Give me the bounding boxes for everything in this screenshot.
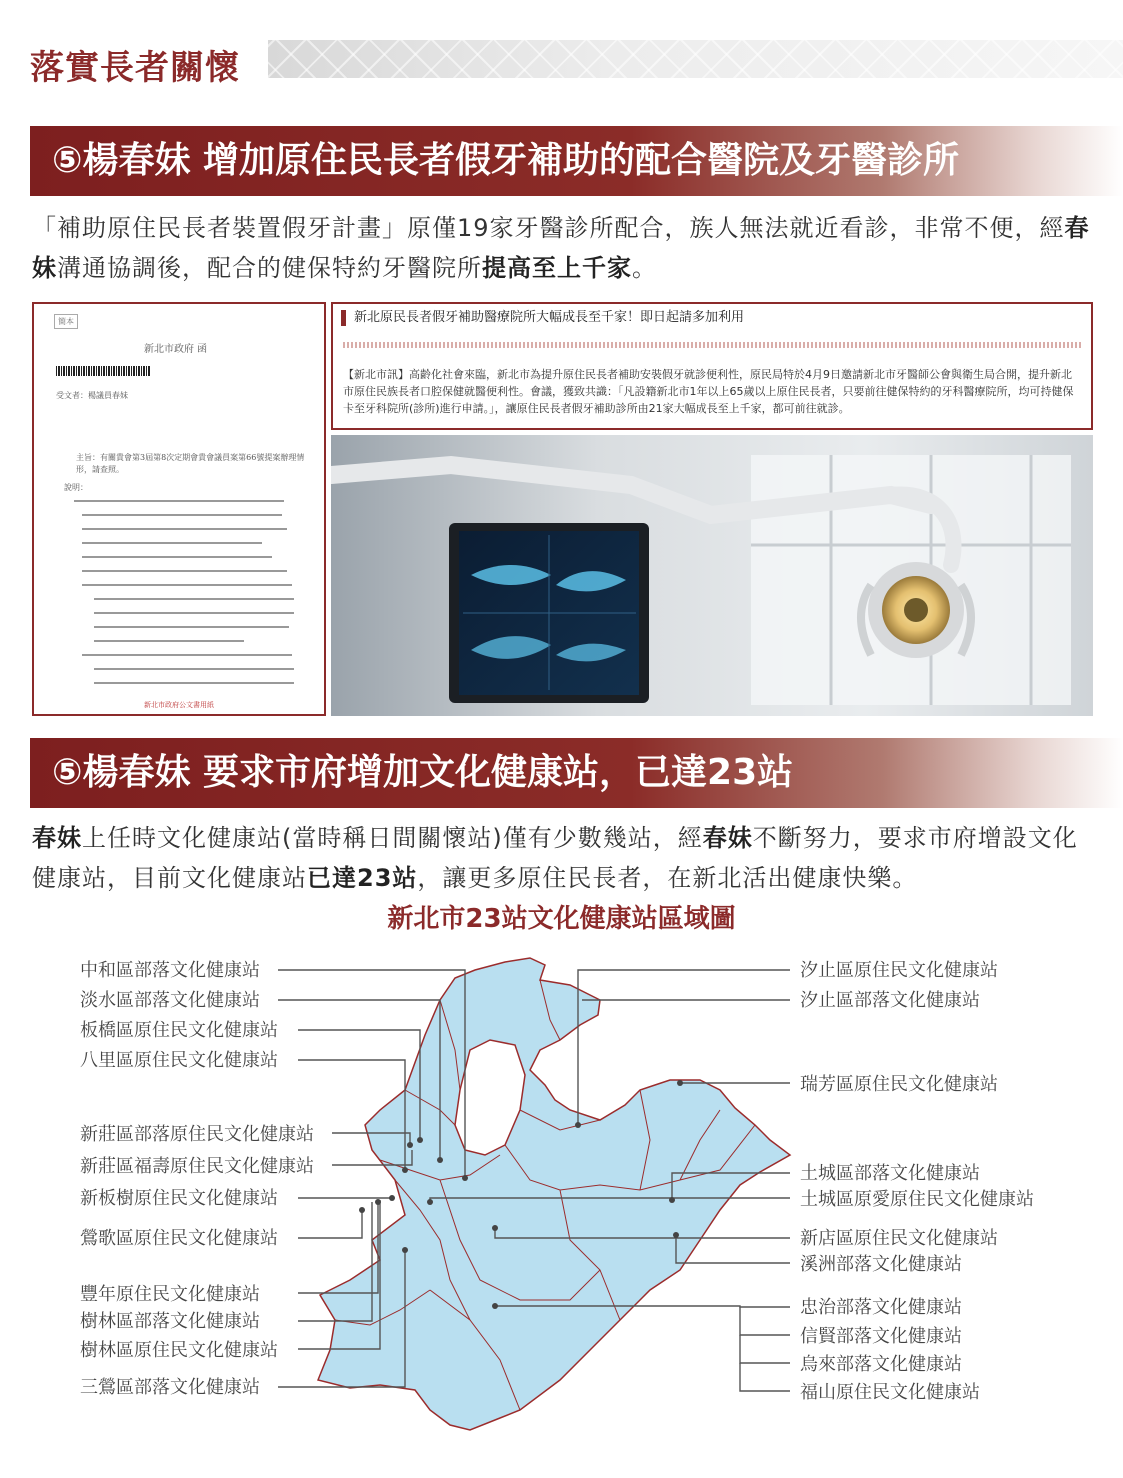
station-label-left: 淡水區部落文化健康站 bbox=[80, 990, 260, 1010]
official-letter-scan: 簡本 新北市政府 函 受文者：楊議員春妹 主旨：有關貴會第3屆第8次定期會貴會議員案第66號提案辦理情形，請查照。 說明： 新北市政府公文書用紙 bbox=[32, 302, 326, 716]
station-label-left: 新莊區福壽原住民文化健康站 bbox=[80, 1156, 314, 1176]
section-paragraph-dentures: 「補助原住民長者裝置假牙計畫」原僅19家牙醫診所配合，族人無法就近看診，非常不便，經春妹溝通協調後，配合的健保特約牙醫院所提高至上千家。 bbox=[32, 214, 1090, 282]
station-labels-left bbox=[80, 960, 314, 1397]
station-label-right: 土城區原愛原住民文化健康站 bbox=[800, 1189, 1034, 1209]
news-clipping bbox=[331, 302, 1093, 430]
station-label-left: 三鶯區部落文化健康站 bbox=[80, 1377, 260, 1397]
page-section-title: 落實長者關懷 bbox=[30, 48, 240, 88]
station-label-right: 烏來部落文化健康站 bbox=[800, 1354, 962, 1374]
letter-sender: 新北市政府 函 bbox=[144, 344, 208, 355]
station-label-left: 樹林區部落文化健康站 bbox=[80, 1311, 260, 1331]
station-label-right: 忠治部落文化健康站 bbox=[800, 1297, 962, 1317]
decorative-divider bbox=[343, 342, 1081, 348]
station-label-right: 汐止區原住民文化健康站 bbox=[800, 960, 998, 980]
station-labels-right bbox=[800, 960, 1034, 1402]
news-headline: 新北原民長者假牙補助醫療院所大幅成長至千家！即日起請多加利用 bbox=[341, 310, 744, 326]
decorative-pattern-band bbox=[268, 40, 1123, 78]
station-label-left: 鶯歌區原住民文化健康站 bbox=[80, 1228, 278, 1248]
station-label-right: 土城區部落文化健康站 bbox=[800, 1163, 980, 1183]
section-banner-health-stations: ⑤楊春妹 要求市府增加文化健康站，已達23站 bbox=[30, 738, 1123, 808]
station-label-right: 瑞芳區原住民文化健康站 bbox=[800, 1074, 998, 1094]
barcode-icon bbox=[56, 366, 151, 376]
station-label-right: 汐止區部落文化健康站 bbox=[800, 990, 980, 1010]
station-label-right: 溪洲部落文化健康站 bbox=[800, 1254, 962, 1274]
dental-clinic-photo bbox=[331, 435, 1093, 716]
station-label-left: 豐年原住民文化健康站 bbox=[80, 1284, 260, 1304]
map-title: 新北市23站文化健康站區域圖 bbox=[387, 904, 736, 934]
letter-receiver: 受文者：楊議員春妹 bbox=[56, 391, 128, 400]
section-banner-dentures: ⑤楊春妹 增加原住民長者假牙補助的配合醫院及牙醫診所 bbox=[30, 126, 1123, 196]
station-label-left: 板橋區原住民文化健康站 bbox=[80, 1020, 278, 1040]
station-label-right: 福山原住民文化健康站 bbox=[800, 1382, 980, 1402]
station-label-right: 新店區原住民文化健康站 bbox=[800, 1228, 998, 1248]
station-label-left: 中和區部落文化健康站 bbox=[80, 960, 260, 980]
news-body: 【新北市訊】高齡化社會來臨，新北市為提升原住民長者補助安裝假牙就診便利性，原民局特於4月9日邀請新北市牙醫師公會與衛生局合開，提升新北市原住民族長者口腔保健就醫便利性。會議，獲致共識：「凡設籍新北市1年以上65歲以上原住民長者，只要前往健保特約的牙科醫療院所，均可持健保卡至牙科院所(診所)進行申請。」，讓原住民長者假牙補助診所由21家大幅成長至上千家，都可前往就診。 bbox=[343, 368, 1074, 415]
letter-stamp: 新北市政府公文書用紙 bbox=[144, 701, 214, 709]
letter-subject: 主旨：有關貴會第3屆第8次定期會貴會議員案第66號提案辦理情形，請查照。 bbox=[76, 453, 305, 474]
station-label-left: 新板樹原住民文化健康站 bbox=[80, 1188, 278, 1208]
station-label-left: 八里區原住民文化健康站 bbox=[80, 1050, 278, 1070]
new-taipei-station-map bbox=[0, 940, 1123, 1478]
section-paragraph-health-stations: 春妹上任時文化健康站(當時稱日間關懷站)僅有少數幾站，經春妹不斷努力，要求市府增設文化健康站，目前文化健康站已達23站，讓更多原住民長者，在新北活出健康快樂。 bbox=[32, 824, 1078, 892]
letter-desc-label: 說明： bbox=[64, 483, 88, 492]
station-label-left: 樹林區原住民文化健康站 bbox=[80, 1340, 278, 1360]
station-label-left: 新莊區部落原住民文化健康站 bbox=[80, 1124, 314, 1144]
station-label-right: 信賢部落文化健康站 bbox=[800, 1326, 962, 1346]
